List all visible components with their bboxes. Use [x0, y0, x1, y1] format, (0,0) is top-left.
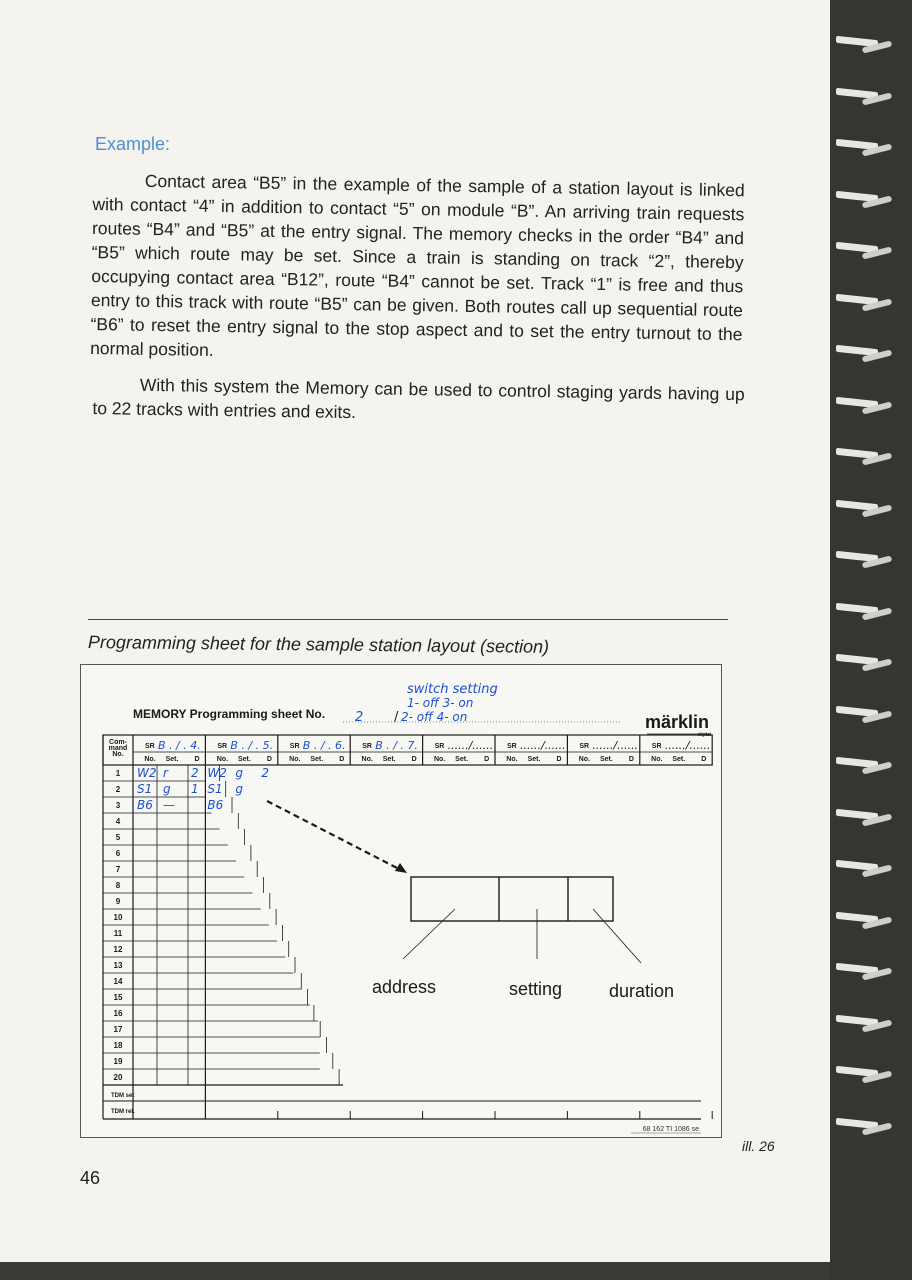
- sr-route-value: B . / . 4.: [158, 739, 201, 752]
- section-rule: [88, 619, 728, 620]
- callout-box: [411, 877, 613, 921]
- switch-setting-line-1: 1- off 3- on: [407, 696, 474, 710]
- callout-label-duration: duration: [609, 981, 675, 1001]
- handwritten-entry: g: [235, 766, 244, 780]
- row-number: 11: [113, 929, 123, 938]
- column-subheader: D: [411, 756, 417, 763]
- spiral-coil: [836, 38, 894, 54]
- column-subheader: No.: [144, 756, 156, 763]
- row-number: 2: [115, 785, 121, 794]
- command-header: No.: [112, 751, 124, 758]
- illustration-label: ill. 26: [742, 1138, 775, 1154]
- spiral-coil: [836, 296, 894, 312]
- sr-label: SR: [507, 743, 517, 750]
- command-header: Com-: [109, 739, 127, 746]
- sheet-number: 2: [355, 710, 364, 725]
- brand-logo: märklin: [645, 712, 710, 732]
- spiral-coil: [836, 1120, 894, 1136]
- spiral-coil: [836, 759, 894, 775]
- column-subheader: D: [266, 756, 272, 763]
- tdm-set-label: TDM set: [111, 1093, 135, 1099]
- column-subheader: Set.: [237, 756, 251, 763]
- spiral-coil: [836, 553, 894, 569]
- column-subheader: No.: [361, 756, 373, 763]
- spiral-coil: [836, 914, 894, 930]
- handwritten-entry: B6: [207, 798, 224, 812]
- column-subheader: Set.: [455, 756, 469, 763]
- spiral-coil: [836, 811, 894, 827]
- sr-route-value: ....../......: [592, 739, 639, 752]
- row-number: 4: [115, 817, 121, 826]
- sr-label: SR: [217, 743, 228, 750]
- handwritten-entry: r: [163, 766, 168, 780]
- pointer-duration: [593, 909, 641, 963]
- spiral-coil: [836, 862, 894, 878]
- paragraph-1: Contact area “B5” in the example of the sample of a station layout is linked with contact “4” in addition to contact “5” on module “B”. An arriving train requests routes “B4” and “B5” at the entry signal. The memory checks in the order “B4” and “B5” which route may be set. Since a train is standing on track “2”, thereby occupying contact area “B12”, route “B4” cannot be set. Track “1” is free and thus entry to this track with route “B5” can be given. Both routes call up sequential route “B6” to reset the entry signal to the stop aspect and to set the entry turnout to the normal position.: [90, 170, 745, 360]
- row-number: 5: [115, 833, 121, 842]
- figure-caption: Programming sheet for the sample station layout (section): [87, 632, 550, 657]
- sr-label: SR: [434, 743, 445, 750]
- column-subheader: No.: [578, 756, 591, 763]
- row-number: 19: [113, 1057, 123, 1066]
- sr-route-value: ....../......: [664, 739, 711, 752]
- row-number: 13: [113, 961, 123, 970]
- handwritten-entry: 1: [191, 782, 199, 796]
- handwritten-entry: S1: [207, 782, 223, 796]
- spiral-coil: [836, 965, 894, 981]
- callout-label-address: address: [372, 977, 437, 997]
- handwritten-entry: g: [163, 782, 171, 796]
- handwritten-entry: 2: [261, 766, 270, 780]
- spiral-coil: [836, 450, 894, 466]
- handwritten-entry: S1: [137, 782, 153, 796]
- sr-label: SR: [651, 743, 662, 750]
- column-subheader: D: [484, 756, 490, 763]
- row-number: 9: [115, 897, 121, 906]
- row-number: 18: [113, 1041, 123, 1050]
- column-subheader: No.: [216, 756, 229, 763]
- spiral-coil: [836, 1017, 894, 1033]
- sr-label: SR: [362, 743, 372, 750]
- row-number: 20: [113, 1073, 123, 1082]
- callout-label-setting: setting: [509, 979, 563, 999]
- row-number: 15: [113, 993, 123, 1002]
- row-number: 16: [113, 1009, 123, 1018]
- spiral-coil: [836, 656, 894, 672]
- handwritten-entry: B6: [137, 798, 153, 812]
- column-subheader: No.: [433, 756, 446, 763]
- programming-sheet-figure: [80, 664, 722, 1138]
- sr-route-value: B . / . 6.: [302, 739, 346, 752]
- command-header: mand: [108, 745, 128, 752]
- row-number: 12: [113, 945, 123, 954]
- switch-setting-title: switch setting: [407, 682, 498, 697]
- spiral-coil: [836, 244, 894, 260]
- row-number: 10: [113, 913, 123, 922]
- row-number: 6: [115, 849, 121, 858]
- column-subheader: No.: [651, 756, 663, 763]
- spiral-coil: [836, 605, 894, 621]
- callout-arrowhead: [395, 863, 407, 873]
- row-number: 14: [113, 977, 123, 986]
- sr-route-value: ....../......: [447, 739, 494, 752]
- handwritten-entry: 2: [191, 766, 199, 780]
- example-heading: Example:: [95, 134, 171, 154]
- column-subheader: Set.: [672, 756, 686, 763]
- sr-label: SR: [289, 743, 300, 750]
- sr-route-value: B . / . 5.: [230, 739, 274, 752]
- tdm-rel-label: TDM rel.: [111, 1109, 135, 1115]
- column-subheader: Set.: [165, 756, 179, 763]
- sheet-title: MEMORY Programming sheet No.: [133, 707, 326, 721]
- sr-route-value: ....../......: [520, 739, 566, 752]
- column-subheader: D: [556, 756, 562, 763]
- spiral-coil: [836, 708, 894, 724]
- row-number: 17: [113, 1025, 123, 1034]
- spiral-coil: [836, 1068, 894, 1084]
- row-number: 1: [115, 769, 121, 778]
- column-subheader: No.: [506, 756, 518, 763]
- programming-sheet: [81, 665, 721, 1137]
- spiral-coil: [836, 90, 894, 106]
- callout-arrow: [267, 801, 399, 869]
- paragraph-2: With this system the Memory can be used to control staging yards having up to 22 tracks with entries and exits.: [92, 374, 745, 423]
- column-subheader: Set.: [527, 756, 541, 763]
- spiral-coil: [836, 502, 894, 518]
- sr-label: SR: [579, 743, 590, 750]
- sr-route-value: B . / . 7.: [375, 739, 418, 752]
- handwritten-entry: g: [235, 782, 244, 796]
- spiral-coil: [836, 141, 894, 157]
- row-number: 3: [115, 801, 121, 810]
- column-subheader: D: [194, 756, 200, 763]
- handwritten-entry: W2: [137, 766, 157, 780]
- column-subheader: D: [628, 756, 634, 763]
- page-number: 46: [80, 1168, 101, 1188]
- column-subheader: Set.: [382, 756, 396, 763]
- brand-sub: digital: [697, 732, 711, 738]
- print-code: 68 162 TI 1086 se: [642, 1126, 699, 1133]
- spiral-coil: [836, 399, 894, 415]
- sheet-slash: /: [394, 710, 399, 725]
- column-subheader: No.: [289, 756, 301, 763]
- spiral-coil: [836, 193, 894, 209]
- column-subheader: Set.: [310, 756, 324, 763]
- handwritten-entry: —: [163, 798, 175, 812]
- sr-label: SR: [145, 743, 155, 750]
- column-subheader: D: [339, 756, 345, 763]
- row-number: 7: [115, 865, 121, 874]
- spiral-coil: [836, 347, 894, 363]
- switch-setting-line-2: 2- off 4- on: [401, 710, 468, 724]
- column-subheader: D: [701, 756, 707, 763]
- column-subheader: Set.: [599, 756, 613, 763]
- row-number: 8: [115, 881, 121, 890]
- handwritten-entry: W2: [207, 766, 227, 780]
